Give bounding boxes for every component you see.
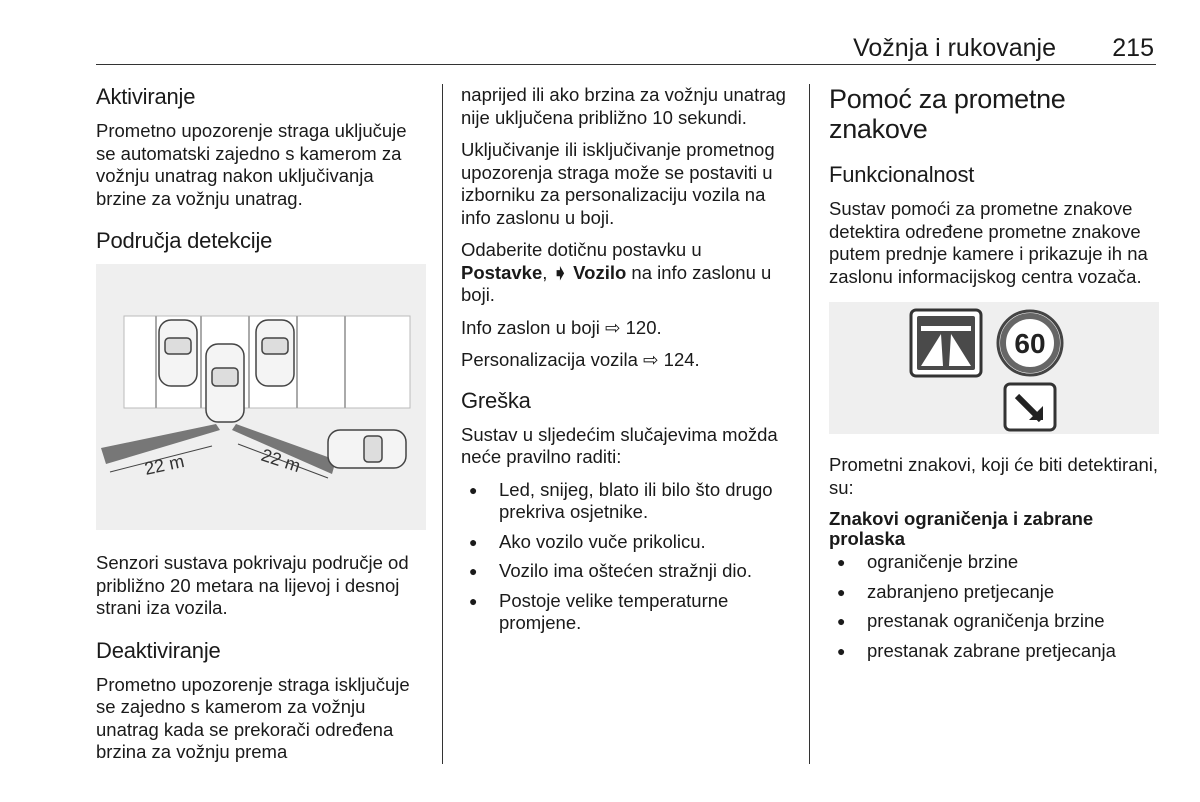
column-divider (442, 84, 443, 764)
parked-car (159, 320, 197, 386)
direction-arrow-sign-icon (1005, 384, 1055, 430)
parking-diagram (96, 264, 426, 530)
subheading-restriction-signs: Znakovi ograničenja i zabrane prolaska (829, 508, 1094, 549)
list-item: ● zabranjeno pretjecanje (829, 581, 1159, 604)
reference-arrow-icon: ⇨ (604, 316, 621, 338)
heading-traffic-sign-assist: Pomoć za prometne znakove (829, 84, 1066, 144)
page-header (96, 28, 1156, 65)
heading-activation: Aktiviranje (96, 84, 196, 109)
approaching-car (328, 430, 406, 468)
detection-zones-figure (96, 264, 426, 530)
paragraph-select-setting: Odaberite dotičnu postavku u Postavke, ➧ Vozilo na info zaslonu u boji. (461, 239, 772, 305)
page-number: 215 (1112, 34, 1154, 62)
paragraph-activation: Prometno upozorenje straga uključuje se automatski zajedno s kamerom za vožnju unatrag nakon uključivanja brzine za vožnju unatrag. (96, 120, 407, 209)
heading-functionality: Funkcionalnost (829, 162, 975, 187)
paragraph-functionality: Sustav pomoći za prometne znakove detektira određene prometne znakove putem prednje kamere i prikazuje ih na zaslonu informacijskog centra vozača. (829, 198, 1148, 287)
reversing-car (206, 344, 244, 422)
heading-fault: Greška (461, 387, 531, 413)
column-divider (809, 84, 810, 764)
cross-reference[interactable]: Personalizacija vozila ⇨ 124. (461, 349, 700, 370)
menu-arrow-icon: ➧ (552, 261, 569, 283)
list-item: ● prestanak zabrane pretjecanja (829, 640, 1159, 663)
speed-limit-sign-icon (998, 311, 1062, 375)
paragraph-detection-zones: Senzori sustava pokrivaju područje od približno 20 metara na lijevoj i desnoj strani iza vozila. (96, 552, 409, 618)
parked-car (256, 320, 294, 386)
reference-arrow-icon: ⇨ (643, 349, 659, 370)
list-item: ● Vozilo ima oštećen stražnji dio. (461, 560, 791, 583)
heading-detection-zones: Područja detekcije (96, 228, 273, 253)
list-item: ● Postoje velike temperaturne promjene. (461, 590, 791, 635)
fault-list (461, 479, 791, 635)
paragraph-deactivation: Prometno upozorenje straga isključuje se zajedno s kamerom za vožnju unatrag kada se prekorači određena brzina za vožnju prema (96, 673, 410, 762)
list-item: ● ograničenje brzine (829, 551, 1159, 574)
paragraph-continued: naprijed ili ako brzina za vožnju unatrag nije uključena približno 10 sekundi. (461, 84, 786, 128)
paragraph-fault: Sustav u sljedećim slučajevima možda neće pravilno raditi: (461, 423, 778, 467)
heading-deactivation: Deaktiviranje (96, 637, 221, 663)
motorway-sign-icon (911, 310, 981, 376)
menu-path-vehicle: Vozilo (568, 261, 627, 283)
cross-reference[interactable]: Info zaslon u boji ⇨ 120. (461, 316, 662, 338)
distance-label-right: 22 m (258, 444, 304, 477)
column-1 (96, 84, 426, 774)
section-title: Vožnja i rukovanje (853, 34, 1056, 62)
list-item: ● Led, snijeg, blato ili bilo što drugo prekriva osjetnike. (461, 479, 791, 524)
traffic-signs-figure (829, 302, 1159, 434)
paragraph-settings: Uključivanje ili isključivanje prometnog upozorenja straga može se postaviti u izborniku za personalizaciju vozila na info zaslonu u boji. (461, 139, 775, 228)
traffic-signs-illustration (829, 302, 1159, 434)
distance-label-left: 22 m (142, 451, 186, 479)
sign-list (829, 551, 1159, 662)
speed-limit-value: 60 (1014, 328, 1046, 359)
menu-path-settings: Postavke (461, 261, 543, 283)
list-item: ● Ako vozilo vuče prikolicu. (461, 531, 791, 554)
column-2 (461, 84, 791, 643)
list-item: ● prestanak ograničenja brzine (829, 610, 1159, 633)
paragraph-detected-signs: Prometni znakovi, koji će biti detektirani, su: (829, 454, 1159, 498)
column-3 (829, 84, 1159, 670)
